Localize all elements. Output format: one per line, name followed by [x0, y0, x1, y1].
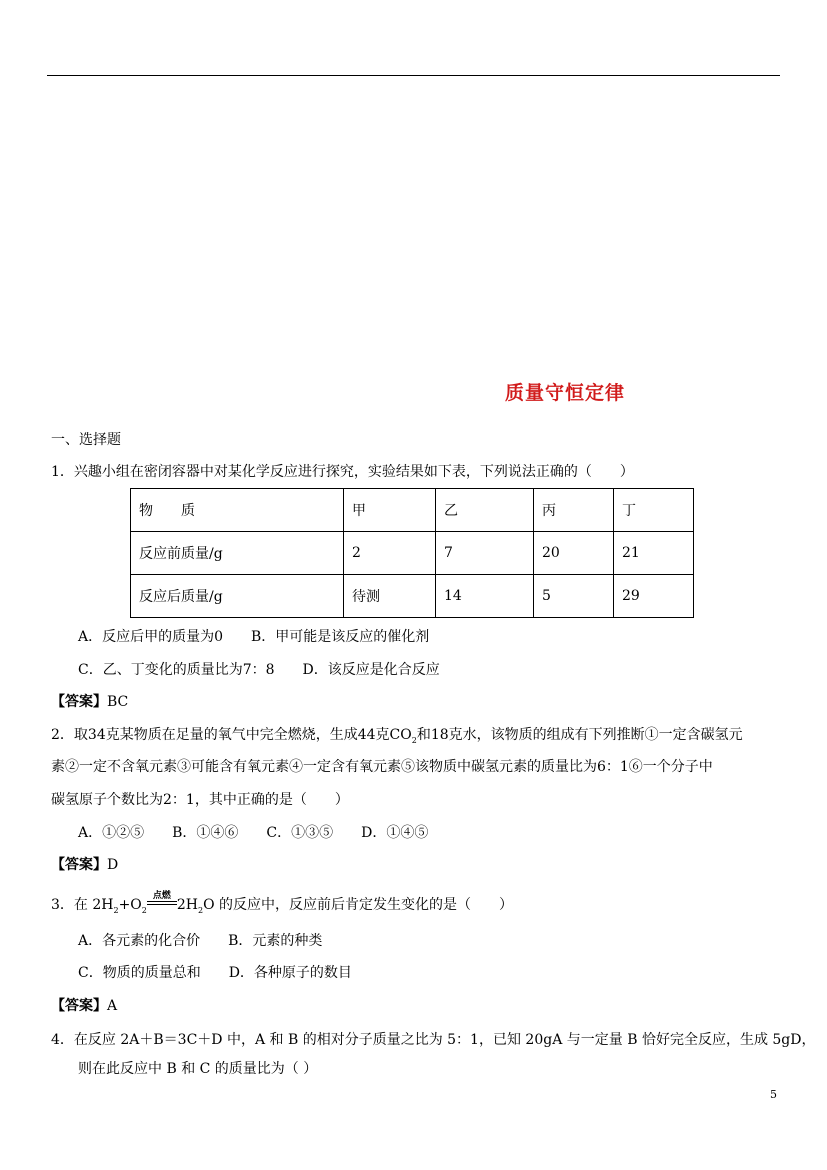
table-row: [131, 532, 694, 575]
table-cell: 2: [344, 532, 436, 575]
q2-text: 2．取34克某物质在足量的氧气中完全燃烧，生成44克CO: [51, 727, 412, 743]
q4-line-2: 则在此反应中 B 和 C 的质量比为（ ）: [78, 1061, 318, 1077]
table-cell: 20: [534, 532, 614, 575]
answer-value: D: [107, 857, 119, 873]
q3-stem: [51, 891, 514, 921]
table-cell: 21: [614, 532, 694, 575]
table-cell: 甲: [344, 489, 436, 532]
table-cell: 物 质: [131, 489, 344, 532]
table-cell: 反应前质量/g: [131, 532, 344, 575]
table-cell: 待测: [344, 575, 436, 618]
q2-line-3: 碳氢原子个数比为2：1，其中正确的是（ ）: [51, 792, 349, 808]
table-cell: 丙: [534, 489, 614, 532]
table-cell: 反应后质量/g: [131, 575, 344, 618]
condition-label: 点燃: [152, 891, 171, 901]
answer-label: 【答案】: [51, 694, 107, 710]
header-rule: [47, 75, 780, 76]
q1-options-ab: A．反应后甲的质量为0 B．甲可能是该反应的催化剂: [78, 629, 430, 645]
table-cell: 29: [614, 575, 694, 618]
reaction-condition: [147, 891, 177, 910]
answer-value: A: [107, 998, 118, 1014]
q3-options-ab: A．各元素的化合价 B．元素的种类: [78, 933, 323, 949]
q2-options: A．①②⑤ B．①④⑥ C．①③⑤ D．①④⑤: [78, 825, 429, 841]
table-row: [131, 575, 694, 618]
q2-text: 和18克水，该物质的组成有下列推断①一定含碳氢元: [416, 727, 743, 743]
subscript: 2: [411, 735, 417, 745]
subscript: 2: [113, 905, 119, 915]
answer-label: 【答案】: [51, 857, 107, 873]
q3-text: 2H: [176, 897, 199, 913]
q2-line-2: 素②一定不含氧元素③可能含有氧元素④一定含有氧元素⑤该物质中碳氢元素的质量比为6：1⑥一个分子中: [51, 759, 713, 775]
q1-data-table: [130, 488, 694, 618]
q1-stem: 1．兴趣小组在密闭容器中对某化学反应进行探究，实验结果如下表，下列说法正确的（ ）: [51, 464, 634, 480]
table-header-row: [131, 489, 694, 532]
table-cell: 14: [436, 575, 534, 618]
page-number: 5: [770, 1088, 777, 1101]
q3-text: O: [203, 897, 215, 913]
page-title: 质量守恒定律: [505, 382, 626, 404]
q3-text: +O: [118, 897, 142, 913]
answer-value: BC: [107, 694, 129, 710]
table-cell: 7: [436, 532, 534, 575]
answer-label: 【答案】: [51, 998, 107, 1014]
q3-answer: [51, 996, 117, 1016]
subscript: 2: [198, 905, 204, 915]
q2-answer: [51, 855, 118, 875]
q3-text: 的反应中，反应前后肯定发生变化的是（ ）: [214, 897, 514, 913]
table-cell: 5: [534, 575, 614, 618]
table-cell: 乙: [436, 489, 534, 532]
q3-text: 3．在 2H: [51, 897, 114, 913]
q1-options-cd: C．乙、丁变化的质量比为7：8 D．该反应是化合反应: [78, 662, 440, 678]
q3-options-cd: C．物质的质量总和 D．各种原子的数目: [78, 965, 352, 981]
table-cell: 丁: [614, 489, 694, 532]
q1-answer: [51, 692, 128, 712]
subscript: 2: [141, 905, 147, 915]
q2-line-1: [51, 725, 743, 751]
section-heading: 一、选择题: [51, 432, 121, 448]
q4-line-1: 4．在反应 2A＋B＝3C＋D 中，A 和 B 的相对分子质量之比为 5：1，已知 20gA 与一定量 B 恰好完全反应，生成 5gD，: [51, 1032, 816, 1048]
